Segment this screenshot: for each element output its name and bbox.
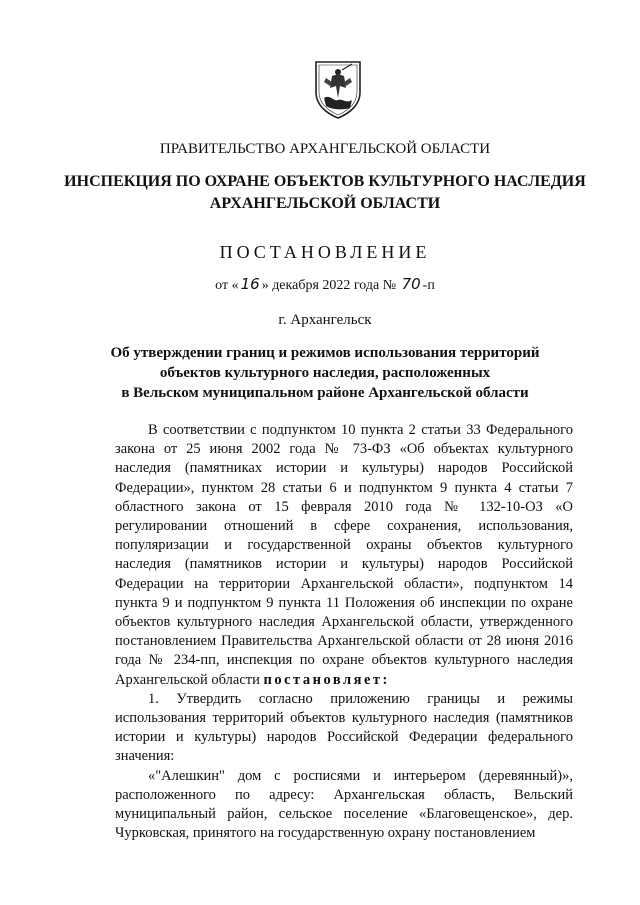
date-prefix: от « [215,278,239,293]
preamble-paragraph [115,421,573,690]
object-paragraph: «"Алешкин" дом с росписями и интерьером (деревянный)», расположенного по адресу: Архангельская область, Вельский муниципальный район, сельское поселение «Благовещенское», дер. Чурковская, принятого на государственную охрану постановлением [115,767,573,842]
city: г. Архангельск [278,312,372,328]
item-1-paragraph: 1. Утвердить согласно приложению границы и режимы использования территорий объектов культурного наследия (памятников истории и культуры) народов Российской Федерации федерального значения: [115,690,573,765]
coat-of-arms-emblem [312,58,364,120]
inspection-name-line-2: АРХАНГЕЛЬСКОЙ ОБЛАСТИ [209,195,441,212]
date-day-handwritten: 16 [240,275,260,293]
inspection-name [60,171,590,215]
decree-word: постановляет: [263,671,390,688]
document-body [115,421,573,843]
date-suffix: -п [422,278,435,293]
document-number-handwritten: 70 [401,275,421,293]
subject-line-2: объектов культурного наследия, расположенных [159,365,491,381]
document-type: ПОСТАНОВЛЕНИЕ [219,242,431,262]
inspection-name-line-1: ИНСПЕКЦИЯ ПО ОХРАНЕ ОБЪЕКТОВ КУЛЬТУРНОГО НАСЛЕДИЯ [64,173,586,190]
document-subject [60,343,590,403]
document-date-line [60,275,590,294]
government-name: ПРАВИТЕЛЬСТВО АРХАНГЕЛЬСКОЙ ОБЛАСТИ [159,141,491,157]
subject-line-3: в Вельском муниципальном районе Архангельской области [121,385,529,401]
subject-line-1: Об утверждении границ и режимов использования территорий [110,345,540,361]
preamble-text: В соответствии с подпунктом 10 пункта 2 статьи 33 Федерального закона от 25 июня 2002 года № 73-ФЗ «Об объектах культурного наследия (памятниках истории и культуры) народов Российской Федерации», пунктом 28 статьи 6 и подпунктом 9 пункта 4 статьи 7 областного закона от 15 февраля 2010 года № 132-10-ОЗ «О регулировании отношений в сфере сохранения, использования, популяризации и государственной охраны объектов культурного наследия (памятников истории и культуры) народов Российской Федерации на территории Архангельской области», подпунктом 14 пункта 9 и подпунктом 9 пункта 11 Положения об инспекции по охране объектов культурного наследия Архангельской области, утвержденного постановлением Правительства Архангельской области от 28 июня 2016 года № 234-пп, инспекция по охране объектов культурного наследия Архангельской области [115,422,573,688]
date-middle: » декабря 2022 года № [261,278,397,293]
